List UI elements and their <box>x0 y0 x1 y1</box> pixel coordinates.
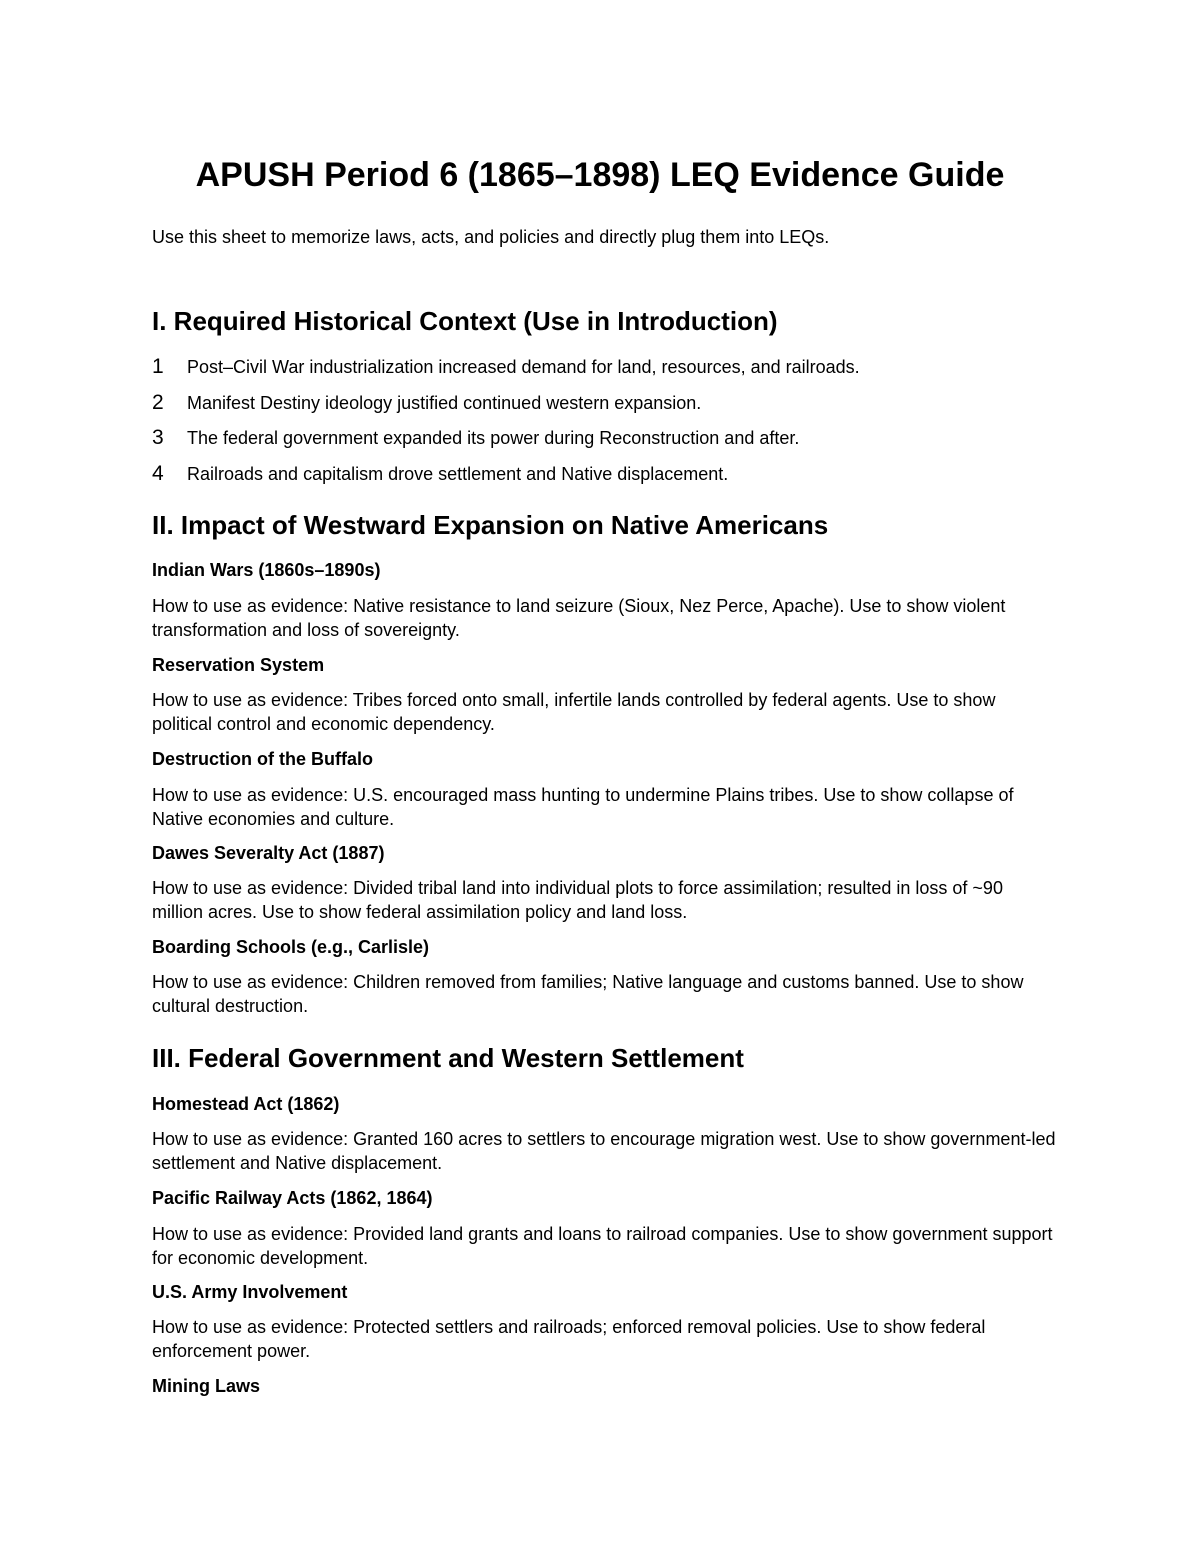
entry-body-boarding-schools: How to use as evidence: Children removed from families; Native language and customs banned. Use to show cultural destruction. <box>152 972 1024 1016</box>
entry-title-army: U.S. Army Involvement <box>152 1282 348 1302</box>
list-number: 3 <box>152 426 164 449</box>
list-text: Manifest Destiny ideology justified continued western expansion. <box>187 392 702 413</box>
entry-body-pacific-railway: How to use as evidence: Provided land grants and loans to railroad companies. Use to show government support for economic development. <box>152 1224 1053 1268</box>
entry-title-reservation-system: Reservation System <box>152 655 325 675</box>
section-heading-context: I. Required Historical Context (Use in Introduction) <box>152 306 778 336</box>
list-item <box>152 355 1052 391</box>
entry-body-indian-wars: How to use as evidence: Native resistance to land seizure (Sioux, Nez Perce, Apache). Use to show violent transformation and loss of sovereignty. <box>152 596 1006 640</box>
entry-body-army: How to use as evidence: Protected settlers and railroads; enforced removal policies. Use to show federal enforcement power. <box>152 1317 986 1361</box>
list-number: 1 <box>152 355 164 378</box>
list-text: Railroads and capitalism drove settlement and Native displacement. <box>187 463 729 484</box>
context-list <box>152 355 1052 497</box>
list-item <box>152 426 1052 462</box>
list-number: 2 <box>152 390 164 414</box>
document-title: APUSH Period 6 (1865–1898) LEQ Evidence Guide <box>195 156 1005 194</box>
entry-title-pacific-railway: Pacific Railway Acts (1862, 1864) <box>152 1188 433 1208</box>
list-text: Post–Civil War industrialization increased demand for land, resources, and railroads. <box>187 357 860 377</box>
entry-body-reservation-system: How to use as evidence: Tribes forced onto small, infertile lands controlled by federal agents. Use to show political control and economic dependency. <box>152 690 996 734</box>
entry-body-dawes-act: How to use as evidence: Divided tribal land into individual plots to force assimilation; resulted in loss of ~90 million acres. Use to show federal assimilation policy and land loss. <box>152 878 1003 922</box>
section-heading-federal-government: III. Federal Government and Western Settlement <box>152 1043 744 1073</box>
list-item <box>152 462 1052 498</box>
entry-body-homestead-act: How to use as evidence: Granted 160 acres to settlers to encourage migration west. Use to show government-led settlement and Native displacement. <box>152 1129 1056 1173</box>
entry-title-dawes-act: Dawes Severalty Act (1887) <box>152 843 385 863</box>
document-intro: Use this sheet to memorize laws, acts, and policies and directly plug them into LEQs. <box>152 227 830 247</box>
entry-body-buffalo: How to use as evidence: U.S. encouraged mass hunting to undermine Plains tribes. Use to show collapse of Native economies and culture. <box>152 785 1014 829</box>
section-heading-native-americans: II. Impact of Westward Expansion on Native Americans <box>152 510 829 540</box>
entry-title-boarding-schools: Boarding Schools (e.g., Carlisle) <box>152 937 430 957</box>
list-number: 4 <box>152 461 164 485</box>
list-item <box>152 391 1052 427</box>
list-text: The federal government expanded its power during Reconstruction and after. <box>187 428 800 448</box>
entry-title-homestead-act: Homestead Act (1862) <box>152 1094 340 1114</box>
entry-title-indian-wars: Indian Wars (1860s–1890s) <box>152 560 381 580</box>
entry-title-mining-laws: Mining Laws <box>152 1376 260 1396</box>
entry-title-buffalo: Destruction of the Buffalo <box>152 749 373 769</box>
